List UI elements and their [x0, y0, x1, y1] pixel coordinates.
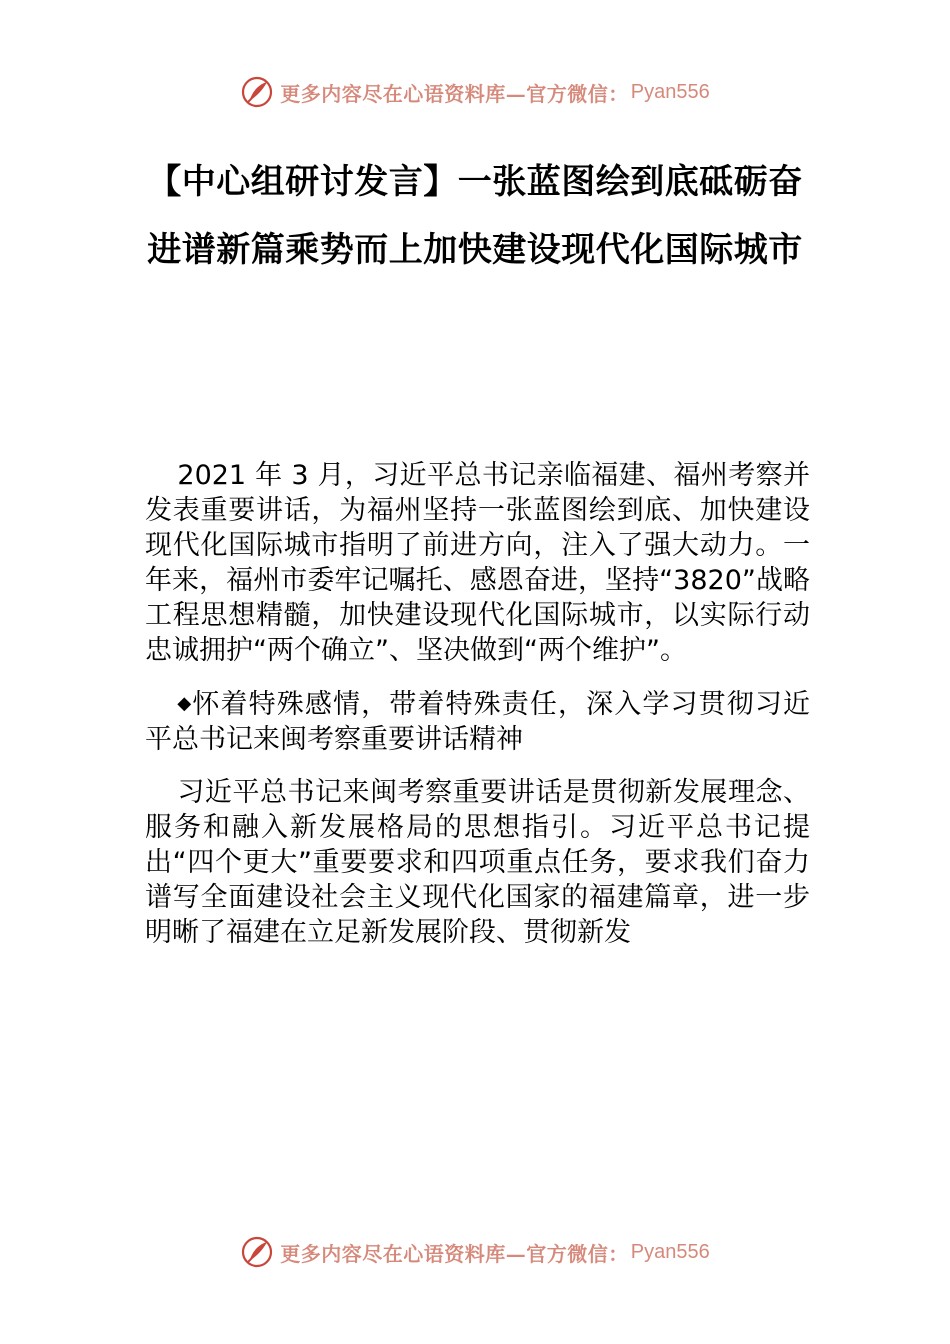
- banner-wechat-id: Pyan556: [630, 1240, 710, 1263]
- diamond-bullet-icon: ◆: [177, 693, 193, 714]
- document-body: [145, 458, 810, 964]
- banner-text: 更多内容尽在心语资料库—官方微信：: [280, 1241, 629, 1266]
- banner-wechat-id: Pyan556: [630, 80, 710, 103]
- banner-text: 更多内容尽在心语资料库—官方微信：: [280, 81, 629, 106]
- header-banner: [0, 72, 950, 112]
- feather-quill-logo-icon: [240, 75, 274, 109]
- document-title: 【中心组研讨发言】一张蓝图绘到底砥砺奋进谱新篇乘势而上加快建设现代化国际城市: [147, 162, 803, 270]
- feather-quill-logo-icon: [240, 1235, 274, 1269]
- footer-banner: [0, 1232, 950, 1272]
- section-heading: [145, 686, 810, 757]
- paragraph: 习近平总书记来闽考察重要讲话是贯彻新发展理念、服务和融入新发展格局的思想指引。习近平总书记提出“四个更大”重要要求和四项重点任务，要求我们奋力谱写全面建设社会主义现代化国家的福建篇章，进一步明晰了福建在立足新发展阶段、贯彻新发: [145, 777, 810, 948]
- paragraph: 2021 年 3 月，习近平总书记亲临福建、福州考察并发表重要讲话，为福州坚持一张蓝图绘到底、加快建设现代化国际城市指明了前进方向，注入了强大动力。一年来，福州市委牢记嘱托、感恩奋进，坚持“3820”战略工程思想精髓，加快建设现代化国际城市，以实际行动忠诚拥护“两个确立”、坚决做到“两个维护”。: [145, 460, 810, 666]
- section-heading-text: 怀着特殊感情，带着特殊责任，深入学习贯彻习近平总书记来闽考察重要讲话精神: [145, 689, 810, 755]
